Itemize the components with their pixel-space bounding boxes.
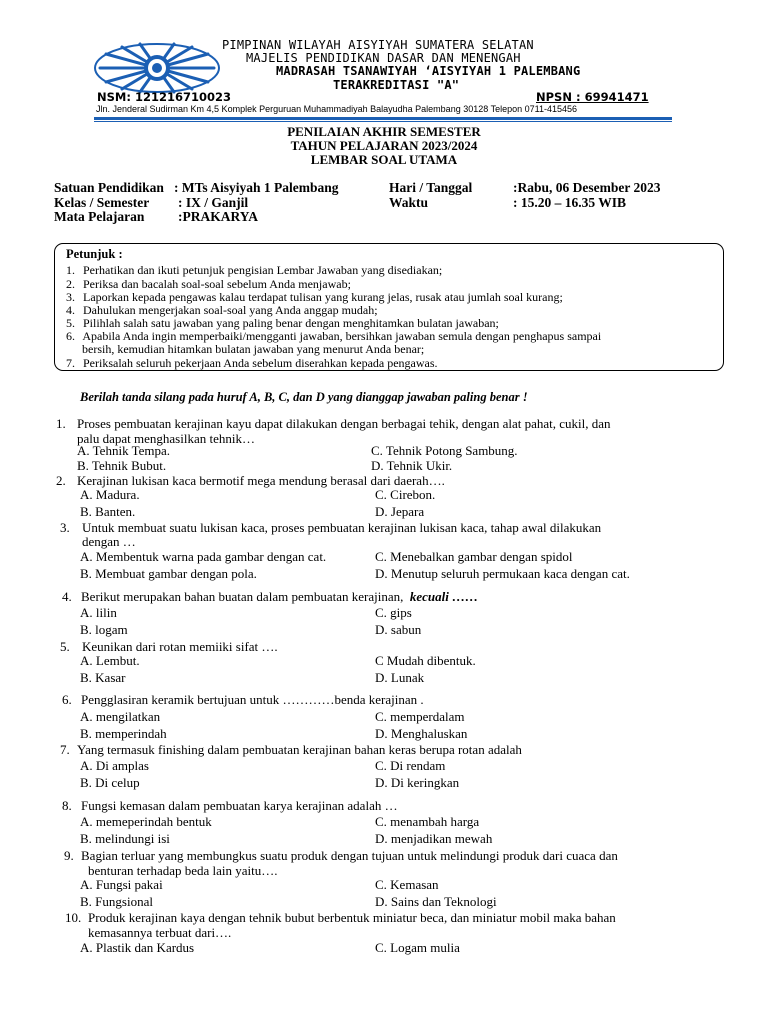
option-b[interactable]: B. memperindah	[80, 726, 167, 741]
option-c[interactable]: C. Cirebon.	[375, 487, 436, 502]
exam-title: PENILAIAN AKHIR SEMESTER	[287, 124, 481, 139]
hari-label: Hari / Tanggal	[389, 180, 473, 195]
option-d[interactable]: D. sabun	[375, 622, 422, 637]
waktu-label: Waktu	[389, 195, 429, 210]
satuan-label: Satuan Pendidikan	[54, 180, 164, 195]
option-a[interactable]: A. mengilatkan	[80, 709, 161, 724]
exam-sheet: LEMBAR SOAL UTAMA	[310, 152, 458, 167]
hari-value: :Rabu, 06 Desember 2023	[513, 180, 661, 195]
question-number: 8.	[62, 798, 72, 813]
option-c[interactable]: C. Menebalkan gambar dengan spidol	[375, 549, 573, 564]
option-d[interactable]: D. Lunak	[375, 670, 425, 685]
question-number: 10.	[65, 910, 82, 925]
option-a[interactable]: A. memeperindah bentuk	[80, 814, 212, 829]
instruction-item: 6. Apabila Anda ingin memperbaiki/mengganti jawaban, bersihkan jawaban semula dengan penghapus sampai	[66, 329, 602, 343]
question-number: 9.	[64, 848, 74, 863]
school-logo-icon	[92, 42, 222, 94]
instructions-heading: Petunjuk :	[66, 247, 123, 261]
option-b[interactable]: B. Di celup	[80, 775, 140, 790]
option-d[interactable]: D. Di keringkan	[375, 775, 460, 790]
option-b[interactable]: B. melindungi isi	[80, 831, 170, 846]
option-c[interactable]: C. memperdalam	[375, 709, 465, 724]
option-d[interactable]: D. Jepara	[375, 504, 425, 519]
option-b[interactable]: B. Banten.	[80, 504, 136, 519]
option-b[interactable]: B. Tehnik Bubut.	[77, 458, 167, 473]
instruction-item: 4. Dahulukan mengerjakan soal-soal yang Anda anggap mudah;	[66, 303, 378, 317]
header-organization: PIMPINAN WILAYAH AISYIYAH SUMATERA SELATAN	[222, 38, 534, 52]
nsm-number: NSM: 121216710023	[97, 90, 231, 104]
question-text-cont: kemasannya terbuat dari….	[88, 925, 232, 940]
header-school-name: MADRASAH TSANAWIYAH ‘AISYIYAH 1 PALEMBANG	[276, 64, 581, 78]
question-text: Keunikan dari rotan memiiki sifat ….	[82, 639, 278, 654]
header-council: MAJELIS PENDIDIKAN DASAR DAN MENENGAH	[246, 51, 521, 65]
question-number: 7.	[60, 742, 70, 757]
header-rule-thin	[94, 121, 672, 122]
option-c[interactable]: C. Tehnik Potong Sambung.	[371, 443, 518, 458]
question-text: Proses pembuatan kerajinan kayu dapat dilakukan dengan berbagai tehik, dengan alat pahat, cukil, dan	[77, 416, 611, 431]
option-d[interactable]: D. Menghaluskan	[375, 726, 468, 741]
kelas-value: : IX / Ganjil	[178, 195, 249, 210]
question-text-cont: palu dapat menghasilkan tehnik…	[77, 431, 255, 446]
option-a[interactable]: A. Madura.	[80, 487, 140, 502]
option-a[interactable]: A. Tehnik Tempa.	[77, 443, 171, 458]
option-c[interactable]: C. gips	[375, 605, 412, 620]
waktu-value: : 15.20 – 16.35 WIB	[513, 195, 627, 210]
option-a[interactable]: A. Membentuk warna pada gambar dengan cat.	[80, 549, 327, 564]
header-accreditation: TERAKREDITASI "A"	[333, 78, 460, 92]
option-d[interactable]: D. Sains dan Teknologi	[375, 894, 497, 909]
question-number: 1.	[56, 416, 66, 431]
kelas-label: Kelas / Semester	[54, 195, 150, 210]
satuan-value: : MTs Aisyiyah 1 Palembang	[174, 180, 339, 195]
instruction-item: 2. Periksa dan bacalah soal-soal sebelum Anda menjawab;	[66, 277, 351, 291]
option-a[interactable]: A. Di amplas	[80, 758, 149, 773]
header-rule	[94, 117, 672, 120]
question-number: 6.	[62, 692, 72, 707]
question-text: Bagian terluar yang membungkus suatu produk dengan tujuan untuk melindungi produk dari cuaca dan	[81, 848, 618, 863]
question-text: Berikut merupakan bahan buatan dalam pembuatan kerajinan, kecuali ……	[81, 589, 479, 604]
question-number: 3.	[60, 520, 70, 535]
option-d[interactable]: D. Tehnik Ukir.	[371, 458, 453, 473]
option-c[interactable]: C. Kemasan	[375, 877, 439, 892]
exam-year: TAHUN PELAJARAN 2023/2024	[290, 138, 478, 153]
question-text: Pengglasiran keramik bertujuan untuk …………benda kerajinan .	[81, 692, 424, 707]
option-a[interactable]: A. Fungsi pakai	[80, 877, 163, 892]
option-c[interactable]: C. Di rendam	[375, 758, 446, 773]
option-c[interactable]: C Mudah dibentuk.	[375, 653, 476, 668]
mapel-value: :PRAKARYA	[178, 209, 259, 224]
school-address: Jln. Jenderal Sudirman Km 4,5 Komplek Perguruan Muhammadiyah Balayudha Palembang 30128 Telepon 0711-415456	[96, 104, 577, 114]
question-text: Untuk membuat suatu lukisan kaca, proses pembuatan kerajinan lukisan kaca, tahap awal dilakukan	[82, 520, 602, 535]
mapel-label: Mata Pelajaran	[54, 209, 145, 224]
instruction-item-cont: bersih, kemudian hitamkan bulatan jawaban yang menurut Anda benar;	[82, 342, 425, 356]
question-text-cont: benturan terhadap beda lain yaitu….	[88, 863, 278, 878]
option-b[interactable]: B. Fungsional	[80, 894, 153, 909]
option-c[interactable]: C. Logam mulia	[375, 940, 460, 955]
npsn-number: NPSN : 69941471	[536, 90, 649, 104]
option-b[interactable]: B. logam	[80, 622, 128, 637]
option-a[interactable]: A. Plastik dan Kardus	[80, 940, 195, 955]
instruction-item: 7. Periksalah seluruh pekerjaan Anda sebelum diserahkan kepada pengawas.	[66, 356, 438, 370]
instruction-item: 1. Perhatikan dan ikuti petunjuk pengisian Lembar Jawaban yang disediakan;	[66, 263, 443, 277]
option-b[interactable]: B. Kasar	[80, 670, 126, 685]
question-text: Yang termasuk finishing dalam pembuatan kerajinan bahan keras berupa rotan adalah	[77, 742, 522, 757]
question-text-cont: dengan …	[82, 534, 136, 549]
option-d[interactable]: D. menjadikan mewah	[375, 831, 493, 846]
answer-instruction: Berilah tanda silang pada huruf A, B, C, dan D yang dianggap jawaban paling benar !	[80, 390, 528, 404]
option-a[interactable]: A. lilin	[80, 605, 117, 620]
question-text: Kerajinan lukisan kaca bermotif mega mendung berasal dari daerah….	[77, 473, 445, 488]
question-number: 2.	[56, 473, 66, 488]
option-d[interactable]: D. Menutup seluruh permukaan kaca dengan cat.	[375, 566, 630, 581]
option-a[interactable]: A. Lembut.	[80, 653, 140, 668]
option-c[interactable]: C. menambah harga	[375, 814, 480, 829]
question-number: 4.	[62, 589, 72, 604]
question-text: Produk kerajinan kaya dengan tehnik bubut berbentuk miniatur beca, dan miniatur mobil maka bahan	[88, 910, 616, 925]
instruction-item: 3. Laporkan kepada pengawas kalau terdapat tulisan yang kurang jelas, rusak atau jumlah soal kurang;	[66, 290, 563, 304]
question-text: Fungsi kemasan dalam pembuatan karya kerajinan adalah …	[81, 798, 398, 813]
option-b[interactable]: B. Membuat gambar dengan pola.	[80, 566, 257, 581]
question-number: 5.	[60, 639, 70, 654]
instruction-item: 5. Pilihlah salah satu jawaban yang paling benar dengan menghitamkan bulatan jawaban;	[66, 316, 499, 330]
